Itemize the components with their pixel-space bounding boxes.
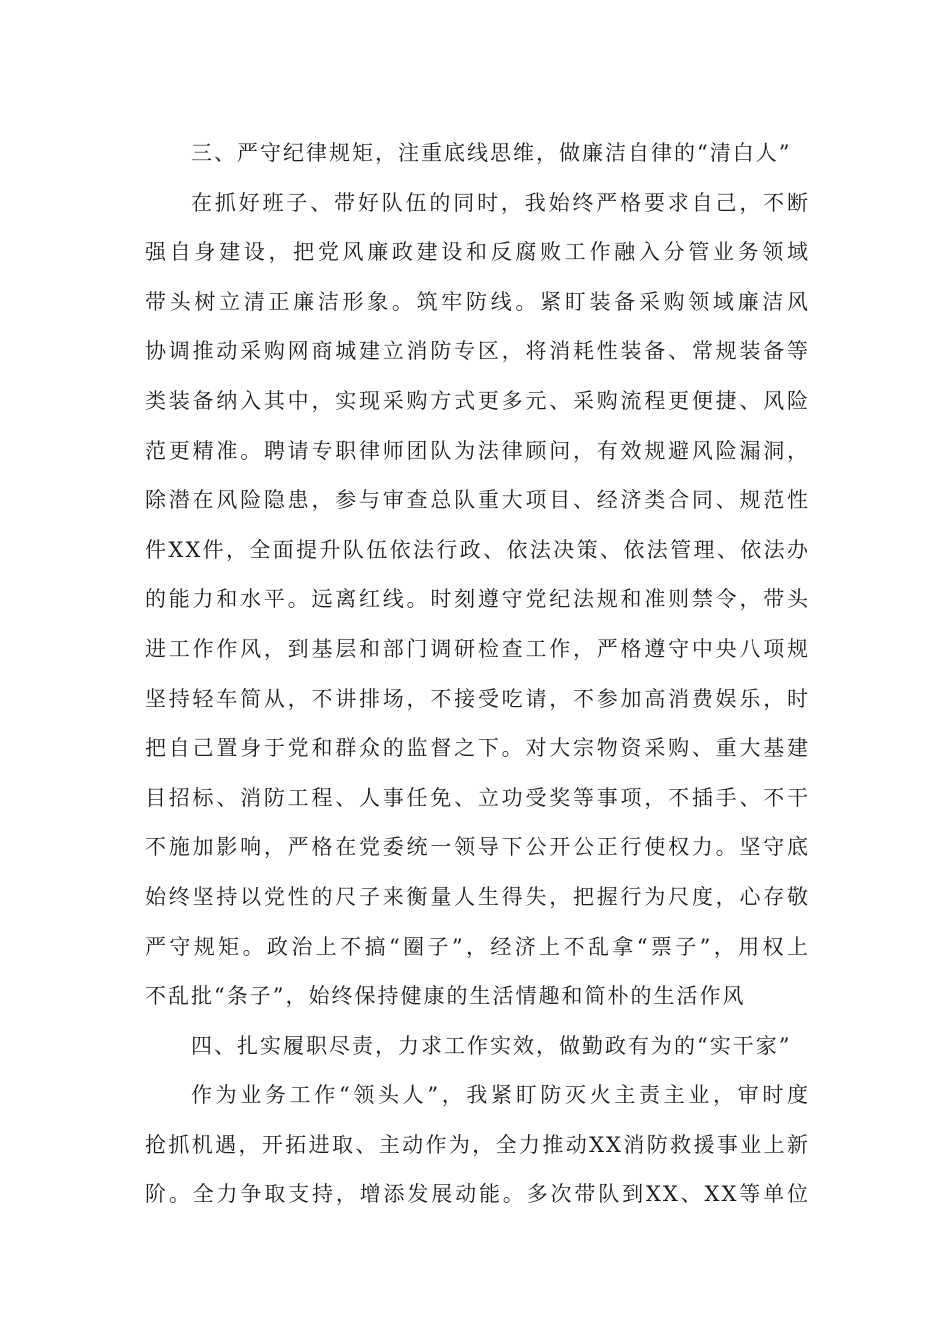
paragraph-line: 目招标、消防工程、人事任免、立功受奖等事项，不插手、不干 [145, 785, 810, 810]
paragraph-line: 协调推动采购网商城建立消防专区，将消耗性装备、常规装备等 [145, 339, 810, 364]
document-body [145, 129, 810, 1220]
paragraph-line: 件XX件，全面提升队伍依法行政、依法决策、依法管理、依法办 [145, 537, 810, 562]
section-heading-3: 三、严守纪律规矩，注重底线思维，做廉洁自律的“清白人” [191, 141, 792, 165]
paragraph-line: 范更精准。聘请专职律师团队为法律顾问，有效规避风险漏洞， [145, 438, 810, 463]
paragraph-line: 除潜在风险隐患，参与审查总队重大项目、经济类合同、规范性 [145, 488, 810, 513]
paragraph-line: 在抓好班子、带好队伍的同时，我始终严格要求自己，不断 [191, 190, 810, 215]
paragraph-line: 严守规矩。政治上不搞“圈子”，经济上不乱拿“票子”，用权上 [145, 934, 810, 959]
paragraph-line: 进工作作风，到基层和部门调研检查工作，严格遵守中央八项规 [145, 636, 810, 661]
paragraph-line: 作为业务工作“领头人”，我紧盯防灭火主责主业，审时度 [191, 1083, 810, 1108]
paragraph-line: 抢抓机遇，开拓进取、主动作为，全力推动XX消防救援事业上新 [145, 1132, 810, 1157]
paragraph-line: 带头树立清正廉洁形象。筑牢防线。紧盯装备采购领域廉洁风 [145, 289, 810, 314]
section-heading-4: 四、扎实履职尽责，力求工作实效，做勤政有为的“实干家” [191, 1033, 792, 1058]
paragraph-line: 阶。全力争取支持，增添发展动能。多次带队到XX、XX等单位 [145, 1182, 810, 1207]
paragraph-line-last: 不乱批“条子”，始终保持健康的生活情趣和简朴的生活作风 [145, 984, 746, 1009]
paragraph-line: 把自己置身于党和群众的监督之下。对大宗物资采购、重大基建 [145, 736, 810, 761]
paragraph-line: 始终坚持以党性的尺子来衡量人生得失，把握行为尺度，心存敬 [145, 884, 810, 909]
paragraph-line: 强自身建设，把党风廉政建设和反腐败工作融入分管业务领域 [145, 240, 810, 265]
paragraph-line: 类装备纳入其中，实现采购方式更多元、采购流程更便捷、风险 [145, 388, 810, 413]
paragraph-line: 坚持轻车简从，不讲排场，不接受吃请，不参加高消费娱乐，时 [145, 686, 810, 711]
paragraph-line: 不施加影响，严格在党委统一领导下公开公正行使权力。坚守底 [145, 835, 810, 860]
paragraph-line: 的能力和水平。远离红线。时刻遵守党纪法规和准则禁令，带头 [145, 587, 810, 612]
